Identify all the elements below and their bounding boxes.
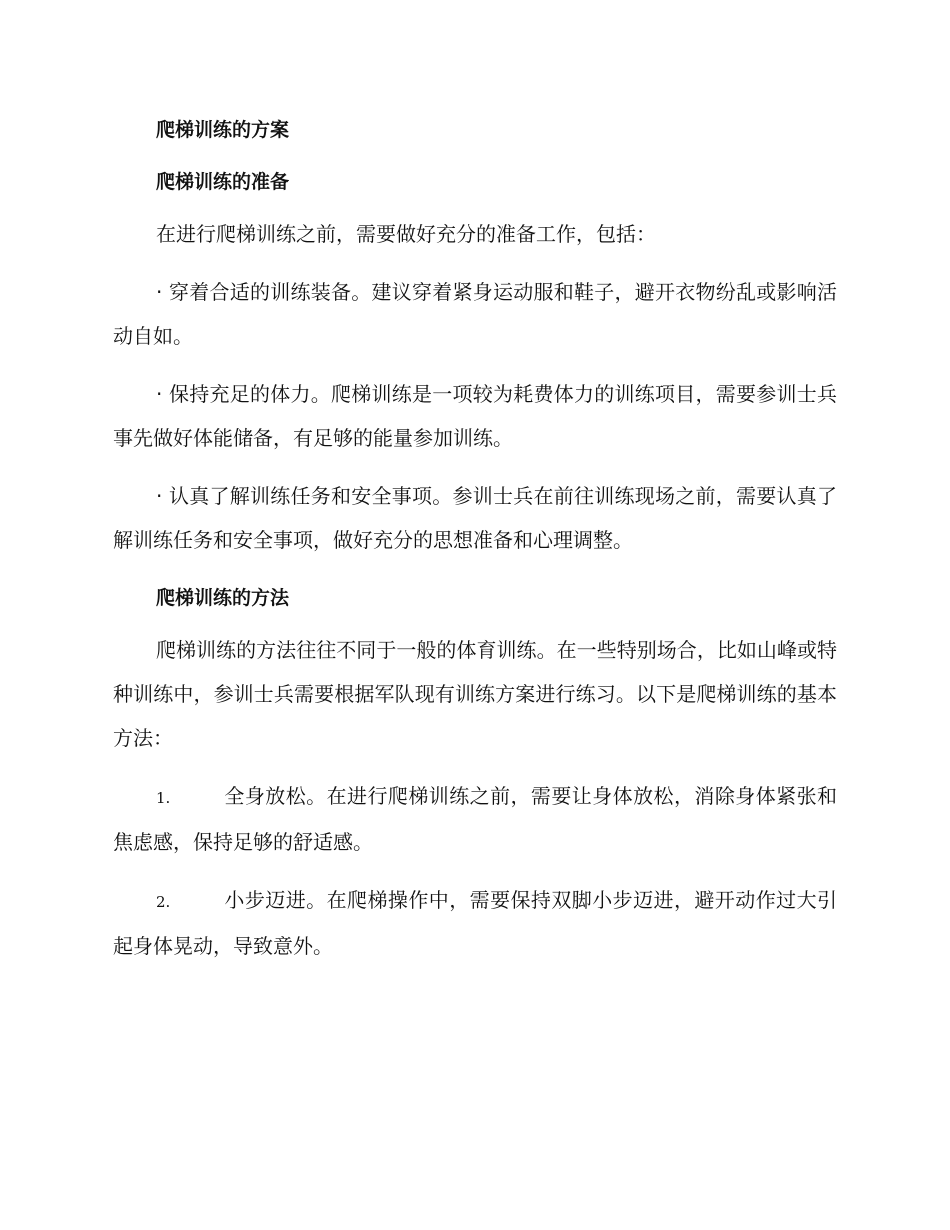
method-intro: 爬梯训练的方法往往不同于一般的体育训练。在一些特别场合，比如山峰或特种训练中，参训士兵需要根据军队现有训练方案进行练习。以下是爬梯训练的基本方法： [113,638,837,750]
section-heading-preparation: 爬梯训练的准备 [156,171,290,193]
step-text: 全身放松。在进行爬梯训练之前，需要让身体放松，消除身体紧张和焦虑感，保持足够的舒适感。 [113,784,837,854]
document-title: 爬梯训练的方案 [156,119,290,141]
preparation-bullet-1: · 穿着合适的训练装备。建议穿着紧身运动服和鞋子，避开衣物纷乱或影响活动自如。 [113,280,837,348]
preparation-intro: 在进行爬梯训练之前，需要做好充分的准备工作，包括： [156,222,656,246]
preparation-bullet-2: · 保持充足的体力。爬梯训练是一项较为耗费体力的训练项目，需要参训士兵事先做好体能储备，有足够的能量参加训练。 [113,382,837,450]
section-heading-method: 爬梯训练的方法 [156,587,290,609]
step-number: 2. [156,893,171,911]
step-number: 1. [156,789,171,807]
method-step-1 [113,774,837,864]
document-page [113,108,837,982]
step-text: 小步迈进。在爬梯操作中，需要保持双脚小步迈进，避开动作过大引起身体晃动，导致意外。 [113,888,837,958]
preparation-bullet-3: · 认真了解训练任务和安全事项。参训士兵在前往训练现场之前，需要认真了解训练任务和安全事项，做好充分的思想准备和心理调整。 [113,484,837,552]
method-step-2 [113,878,837,968]
